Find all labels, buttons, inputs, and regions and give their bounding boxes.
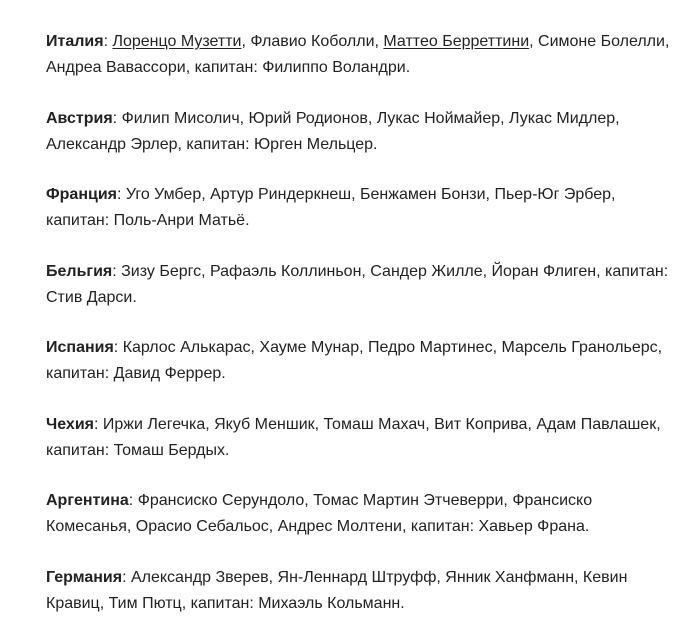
country-name: Аргентина bbox=[46, 492, 129, 509]
country-name: Австрия bbox=[46, 109, 113, 127]
team-spain bbox=[46, 335, 676, 387]
country-name: Франция bbox=[46, 186, 117, 203]
country-name: Бельгия bbox=[46, 262, 113, 280]
article-content bbox=[46, 29, 676, 617]
team-italy bbox=[46, 29, 676, 81]
roster-text: : Филип Мисолич, Юрий Родионов, Лукас Ноймайер, Лукас Мидлер, Александр Эрлер, капитан: Юрген Мельцер. bbox=[46, 109, 620, 153]
country-name: Чехия bbox=[46, 415, 94, 433]
team-belgium bbox=[46, 259, 676, 311]
roster-text: , Флавио Коболли, bbox=[241, 33, 384, 50]
team-germany bbox=[46, 565, 676, 617]
team-france bbox=[46, 182, 676, 234]
roster-text: : Франсиско Серундоло, Томас Мартин Этчеверри, Франсиско Комесанья, Орасио Себальос, Андрес Молтени, капитан: Хавьер Франа. bbox=[46, 492, 593, 535]
roster-text: : Александр Зверев, Ян-Леннард Штруфф, Янник Ханфманн, Кевин Кравиц, Тим Пютц, капитан: Михаэль Кольманн. bbox=[46, 568, 628, 612]
roster-text: : Зизу Бергс, Рафаэль Коллиньон, Сандер Жилле, Йоран Флиген, капитан: Стив Дарси. bbox=[46, 262, 669, 306]
country-name: Германия bbox=[46, 568, 123, 586]
roster-text: : Уго Умбер, Артур Риндеркнеш, Бенжамен Бонзи, Пьер-Юг Эрбер, капитан: Поль-Анри Матьё. bbox=[46, 186, 616, 229]
player-link-musetti[interactable]: Лоренцо Музетти bbox=[112, 33, 242, 50]
roster-text: : Иржи Легечка, Якуб Меншик, Томаш Махач, Вит Коприва, Адам Павлашек, капитан: Томаш Бердых. bbox=[46, 415, 661, 459]
team-austria bbox=[46, 106, 676, 158]
roster-text: : Карлос Алькарас, Хауме Мунар, Педро Мартинес, Марсель Гранольерс, капитан: Давид Феррер. bbox=[46, 339, 663, 382]
roster-text: , Симоне Болелли, Андреа Вавассори, капитан: Филиппо Воландри. bbox=[46, 33, 670, 76]
player-link-berrettini[interactable]: Маттео Берреттини bbox=[383, 33, 530, 50]
team-argentina bbox=[46, 488, 676, 540]
country-name: Испания bbox=[46, 339, 114, 356]
country-name: Италия bbox=[46, 33, 104, 50]
separator: : bbox=[103, 33, 113, 50]
team-czechia bbox=[46, 412, 676, 464]
